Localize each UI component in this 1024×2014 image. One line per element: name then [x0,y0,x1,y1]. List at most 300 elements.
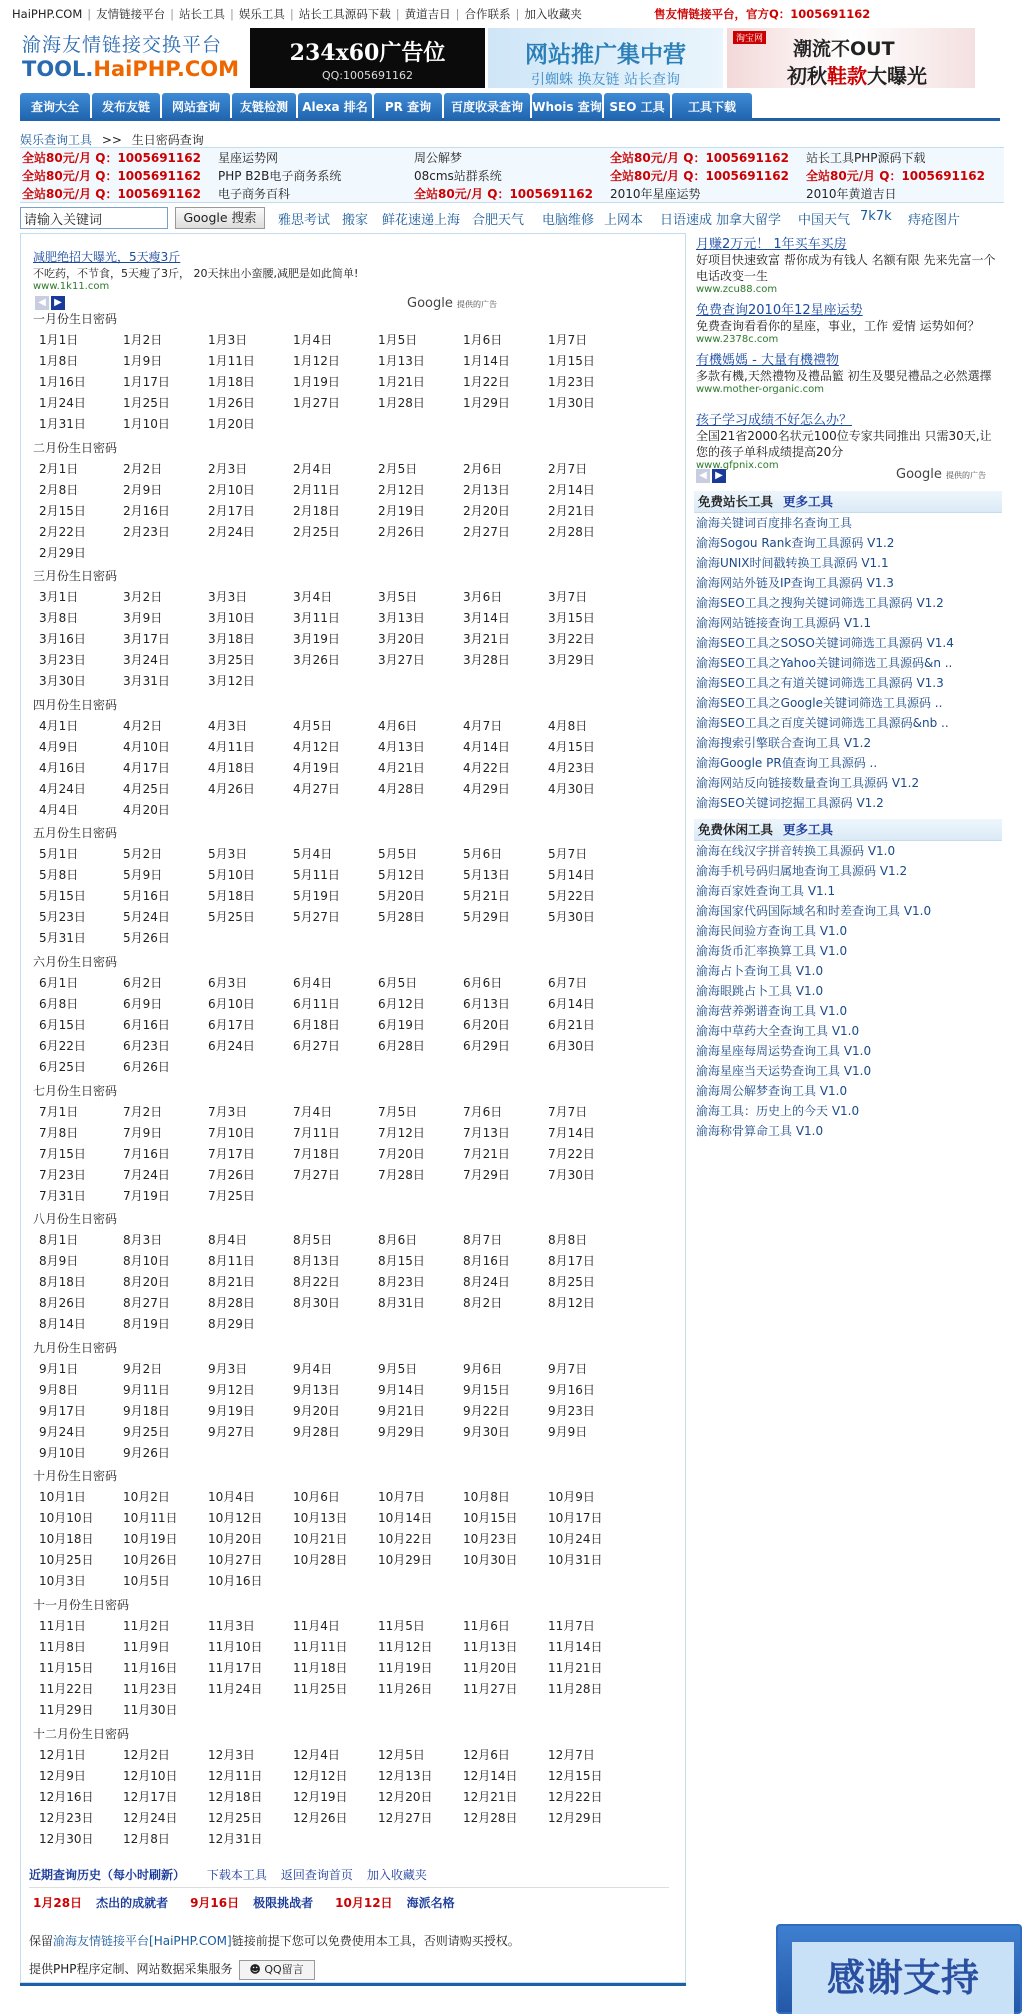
birthday-day-link[interactable]: 2月22日 [39,524,86,539]
birthday-day-link[interactable]: 11月18日 [293,1661,348,1675]
history-date[interactable]: 1月28日 [33,1896,83,1910]
birthday-day-link[interactable]: 6月28日 [378,1039,425,1053]
tool-link[interactable]: 渝海在线汉字拼音转换工具源码 V1.0 [696,844,896,858]
birthday-day-link[interactable]: 10月12日 [208,1511,263,1526]
birthday-day-link[interactable]: 3月22日 [548,632,595,647]
birthday-day-link[interactable]: 6月23日 [123,1039,170,1053]
birthday-day-link[interactable]: 12月8日 [123,1831,170,1846]
birthday-day-link[interactable]: 10月3日 [39,1574,86,1589]
birthday-day-link[interactable]: 3月10日 [208,611,255,626]
birthday-day-link[interactable]: 5月30日 [548,910,595,925]
tool-link[interactable]: 渝海SEO工具之SOSO关键词筛选工具源码 V1.4 [696,636,954,650]
birthday-day-link[interactable]: 1月18日 [208,375,255,389]
birthday-day-link[interactable]: 12月16日 [39,1789,94,1804]
birthday-day-link[interactable]: 1月17日 [123,375,170,389]
birthday-day-link[interactable]: 7月26日 [208,1167,255,1182]
birthday-day-link[interactable]: 5月25日 [208,910,255,925]
search-keyword-link[interactable]: 合肥天气 [472,213,525,228]
birthday-day-link[interactable]: 12月7日 [548,1747,595,1762]
tool-link[interactable]: 渝海SEO工具之Yahoo关键词筛选工具源码&n .. [696,656,953,670]
birthday-day-link[interactable]: 4月17日 [123,760,170,775]
birthday-day-link[interactable]: 12月3日 [208,1747,255,1762]
nav-tab[interactable]: 友链检测 [232,93,296,121]
birthday-day-link[interactable]: 1月27日 [293,396,340,410]
birthday-day-link[interactable]: 10月23日 [463,1532,518,1547]
birthday-day-link[interactable]: 2月7日 [548,461,588,476]
birthday-day-link[interactable]: 11月6日 [463,1619,510,1633]
birthday-day-link[interactable]: 9月18日 [123,1403,170,1418]
birthday-day-link[interactable]: 10月15日 [463,1511,518,1526]
birthday-day-link[interactable]: 6月10日 [208,997,255,1011]
birthday-day-link[interactable]: 4月10日 [123,739,170,754]
birthday-day-link[interactable]: 9月14日 [378,1382,425,1397]
birthday-day-link[interactable]: 12月23日 [39,1810,94,1825]
birthday-day-link[interactable]: 4月28日 [378,781,425,796]
prev-arrow-icon[interactable]: ◀ [35,296,49,310]
birthday-day-link[interactable]: 1月3日 [208,333,248,347]
birthday-day-link[interactable]: 3月29日 [548,653,595,668]
birthday-day-link[interactable]: 2月10日 [208,482,255,497]
birthday-day-link[interactable]: 8月24日 [463,1275,510,1290]
history-name[interactable]: 杰出的成就者 [96,1896,169,1910]
birthday-day-link[interactable]: 9月21日 [378,1403,425,1418]
birthday-day-link[interactable]: 10月30日 [463,1553,518,1568]
google-search-button[interactable]: Google 搜索 [175,207,265,229]
birthday-day-link[interactable]: 11月2日 [123,1619,170,1633]
nav-tab[interactable]: 工具下载 [672,93,752,121]
birthday-day-link[interactable]: 12月22日 [548,1789,603,1804]
birthday-day-link[interactable]: 2月23日 [123,524,170,539]
birthday-day-link[interactable]: 9月12日 [208,1382,255,1397]
birthday-day-link[interactable]: 7月18日 [293,1146,340,1161]
tool-link[interactable]: 渝海眼跳占卜工具 V1.0 [696,984,824,998]
birthday-day-link[interactable]: 7月6日 [463,1104,503,1119]
birthday-day-link[interactable]: 2月21日 [548,503,595,518]
birthday-day-link[interactable]: 3月6日 [463,590,503,605]
birthday-day-link[interactable]: 8月30日 [293,1296,340,1311]
birthday-day-link[interactable]: 1月9日 [123,354,163,368]
birthday-day-link[interactable]: 1月15日 [548,354,595,368]
nav-tab[interactable]: Whois 查询 [532,93,602,121]
birthday-day-link[interactable]: 7月11日 [293,1125,340,1140]
birthday-day-link[interactable]: 5月16日 [123,889,170,904]
birthday-day-link[interactable]: 7月22日 [548,1146,595,1161]
birthday-day-link[interactable]: 4月7日 [463,718,503,733]
birthday-day-link[interactable]: 5月15日 [39,889,86,904]
ad-slot-offer[interactable]: 全站80元/月 Q：1005691162 [414,187,593,201]
birthday-day-link[interactable]: 1月22日 [463,375,510,389]
birthday-day-link[interactable]: 3月15日 [548,611,595,626]
birthday-day-link[interactable]: 1月28日 [378,396,425,410]
birthday-day-link[interactable]: 12月6日 [463,1747,510,1762]
ad-slot-offer[interactable]: 全站80元/月 Q：1005691162 [22,151,201,165]
birthday-day-link[interactable]: 5月1日 [39,847,79,862]
birthday-day-link[interactable]: 10月13日 [293,1511,348,1526]
birthday-day-link[interactable]: 6月6日 [463,976,503,990]
birthday-day-link[interactable]: 4月24日 [39,781,86,796]
birthday-day-link[interactable]: 6月21日 [548,1018,595,1032]
birthday-day-link[interactable]: 10月7日 [378,1490,425,1505]
search-keyword-link[interactable]: 加拿大留学 [716,213,782,228]
birthday-day-link[interactable]: 4月14日 [463,739,510,754]
birthday-day-link[interactable]: 2月19日 [378,503,425,518]
history-name[interactable]: 极限挑战者 [253,1896,314,1910]
topbar-link[interactable]: 站长工具源码下载 [298,7,391,21]
birthday-day-link[interactable]: 5月31日 [39,931,86,946]
birthday-day-link[interactable]: 10月1日 [39,1490,86,1505]
birthday-day-link[interactable]: 5月3日 [208,847,248,862]
birthday-day-link[interactable]: 7月24日 [123,1167,170,1182]
birthday-day-link[interactable]: 6月4日 [293,976,333,990]
birthday-day-link[interactable]: 9月7日 [548,1361,588,1376]
birthday-day-link[interactable]: 5月18日 [208,889,255,904]
birthday-day-link[interactable]: 2月29日 [39,545,86,560]
birthday-day-link[interactable]: 6月9日 [123,997,163,1011]
birthday-day-link[interactable]: 8月18日 [39,1275,86,1290]
birthday-day-link[interactable]: 11月24日 [208,1682,263,1696]
birthday-day-link[interactable]: 11月14日 [548,1640,603,1654]
birthday-day-link[interactable]: 7月1日 [39,1104,79,1119]
nav-tab[interactable]: 网站查询 [162,93,230,121]
birthday-day-link[interactable]: 9月22日 [463,1403,510,1418]
topbar-link[interactable]: 友情链接平台 [96,7,166,21]
tool-link[interactable]: 渝海占卜查询工具 V1.0 [696,964,824,978]
birthday-day-link[interactable]: 11月28日 [548,1682,603,1696]
birthday-day-link[interactable]: 12月13日 [378,1768,433,1783]
birthday-day-link[interactable]: 8月21日 [208,1275,255,1290]
birthday-day-link[interactable]: 1月16日 [39,375,86,389]
birthday-day-link[interactable]: 11月8日 [39,1640,86,1654]
birthday-day-link[interactable]: 8月5日 [293,1233,333,1248]
birthday-day-link[interactable]: 2月6日 [463,461,503,476]
search-input[interactable] [20,207,168,229]
birthday-day-link[interactable]: 10月9日 [548,1490,595,1505]
birthday-day-link[interactable]: 5月13日 [463,868,510,883]
birthday-day-link[interactable]: 11月9日 [123,1640,170,1654]
birthday-day-link[interactable]: 8月14日 [39,1317,86,1332]
birthday-day-link[interactable]: 11月27日 [463,1682,518,1696]
side-next-arrow-icon[interactable]: ▶ [712,469,726,483]
birthday-day-link[interactable]: 12月24日 [123,1810,178,1825]
birthday-day-link[interactable]: 9月10日 [39,1445,86,1460]
birthday-day-link[interactable]: 2月16日 [123,503,170,518]
birthday-day-link[interactable]: 3月4日 [293,590,333,605]
birthday-day-link[interactable]: 3月14日 [463,611,510,626]
birthday-day-link[interactable]: 10月27日 [208,1553,263,1568]
birthday-day-link[interactable]: 7月19日 [123,1188,170,1203]
birthday-day-link[interactable]: 6月13日 [463,997,510,1011]
birthday-day-link[interactable]: 8月3日 [123,1233,163,1248]
birthday-day-link[interactable]: 3月3日 [208,590,248,605]
topbar-link[interactable]: 娱乐工具 [238,7,285,21]
birthday-day-link[interactable]: 2月28日 [548,524,595,539]
side-ad-title[interactable]: 有機媽媽 - 大量有機禮物 [696,353,839,368]
birthday-day-link[interactable]: 1月30日 [548,396,595,410]
tool-link[interactable]: 渝海工具：历史上的今天 V1.0 [696,1104,860,1118]
birthday-day-link[interactable]: 7月7日 [548,1104,588,1119]
birthday-day-link[interactable]: 12月17日 [123,1789,178,1804]
nav-tab[interactable]: SEO 工具 [604,93,670,121]
birthday-day-link[interactable]: 1月19日 [293,375,340,389]
birthday-day-link[interactable]: 4月19日 [293,760,340,775]
birthday-day-link[interactable]: 8月20日 [123,1275,170,1290]
history-action-link[interactable]: 返回查询首页 [280,1868,353,1882]
google-ad-url[interactable]: www.1k11.com [33,281,110,292]
birthday-day-link[interactable]: 3月11日 [293,611,340,626]
birthday-day-link[interactable]: 4月22日 [463,760,510,775]
birthday-day-link[interactable]: 12月18日 [208,1789,263,1804]
birthday-day-link[interactable]: 1月11日 [208,354,255,368]
birthday-day-link[interactable]: 2月5日 [378,461,418,476]
birthday-day-link[interactable]: 10月18日 [39,1532,94,1547]
tool-link[interactable]: 渝海SEO工具之搜狗关键词筛选工具源码 V1.2 [696,596,944,610]
birthday-day-link[interactable]: 4月5日 [293,718,333,733]
birthday-day-link[interactable]: 10月4日 [208,1490,255,1505]
birthday-day-link[interactable]: 5月27日 [293,910,340,925]
birthday-day-link[interactable]: 9月19日 [208,1403,255,1418]
birthday-day-link[interactable]: 4月21日 [378,760,425,775]
birthday-day-link[interactable]: 11月10日 [208,1640,263,1654]
birthday-day-link[interactable]: 10月11日 [123,1511,178,1526]
birthday-day-link[interactable]: 8月16日 [463,1254,510,1269]
birthday-day-link[interactable]: 7月17日 [208,1146,255,1161]
birthday-day-link[interactable]: 12月31日 [208,1831,263,1846]
tool-link[interactable]: 渝海国家代码国际域名和时差查询工具 V1.0 [696,904,932,918]
birthday-day-link[interactable]: 4月9日 [39,739,79,754]
birthday-day-link[interactable]: 9月13日 [293,1382,340,1397]
side-ad-title[interactable]: 免费查询2010年12星座运势 [696,303,863,318]
birthday-day-link[interactable]: 6月22日 [39,1039,86,1053]
birthday-day-link[interactable]: 3月5日 [378,590,418,605]
topbar-link[interactable]: HaiPHP.COM [12,7,83,21]
birthday-day-link[interactable]: 10月2日 [123,1490,170,1505]
nav-tab[interactable]: 发布友链 [92,93,160,121]
birthday-day-link[interactable]: 6月19日 [378,1018,425,1032]
qq-message-button[interactable] [239,1960,315,1980]
banner-ad-taobao[interactable] [727,28,975,88]
tool-link[interactable]: 渝海搜索引擎联合查询工具 V1.2 [696,736,872,750]
birthday-day-link[interactable]: 4月25日 [123,781,170,796]
history-action-link[interactable]: 下载本工具 [206,1868,267,1882]
birthday-day-link[interactable]: 1月2日 [123,333,163,347]
birthday-day-link[interactable]: 5月28日 [378,910,425,925]
birthday-day-link[interactable]: 7月4日 [293,1104,333,1119]
ad-slot-offer[interactable]: 全站80元/月 Q：1005691162 [22,169,201,183]
birthday-day-link[interactable]: 11月19日 [378,1661,433,1675]
tool-link[interactable]: 渝海营养粥谱查询工具 V1.0 [696,1004,848,1018]
birthday-day-link[interactable]: 9月28日 [293,1424,340,1439]
birthday-day-link[interactable]: 11月25日 [293,1682,348,1696]
search-keyword-link[interactable]: 7k7k [860,209,892,224]
birthday-day-link[interactable]: 11月20日 [463,1661,518,1675]
birthday-day-link[interactable]: 6月5日 [378,976,418,990]
birthday-day-link[interactable]: 7月3日 [208,1104,248,1119]
site-logo[interactable] [22,30,244,84]
tool-link[interactable]: 渝海Google PR值查询工具源码 .. [696,756,878,770]
birthday-day-link[interactable]: 3月21日 [463,632,510,647]
birthday-day-link[interactable]: 5月20日 [378,889,425,904]
birthday-day-link[interactable]: 10月21日 [293,1532,348,1547]
birthday-day-link[interactable]: 10月14日 [378,1511,433,1526]
birthday-day-link[interactable]: 9月11日 [123,1382,170,1397]
next-arrow-icon[interactable]: ▶ [51,296,65,310]
side-ad[interactable] [696,409,996,471]
tool-link[interactable]: 渝海货币汇率换算工具 V1.0 [696,944,848,958]
search-keyword-link[interactable]: 上网本 [604,213,644,228]
birthday-day-link[interactable]: 9月5日 [378,1361,418,1376]
birthday-day-link[interactable]: 2月1日 [39,461,79,476]
birthday-day-link[interactable]: 12月9日 [39,1768,86,1783]
nav-tab[interactable]: PR 查询 [374,93,442,121]
birthday-day-link[interactable]: 12月30日 [39,1831,94,1846]
ad-text-link[interactable]: 星座运势网 [218,151,279,165]
tool-link[interactable]: 渝海网站外链及IP查询工具源码 V1.3 [696,576,894,590]
birthday-day-link[interactable]: 9月4日 [293,1361,333,1376]
birthday-day-link[interactable]: 2月20日 [463,503,510,518]
birthday-day-link[interactable]: 4月1日 [39,718,79,733]
birthday-day-link[interactable]: 11月29日 [39,1703,94,1717]
search-keyword-link[interactable]: 电脑维修 [542,213,595,228]
birthday-day-link[interactable]: 3月19日 [293,632,340,647]
birthday-day-link[interactable]: 5月19日 [293,889,340,904]
birthday-day-link[interactable]: 9月29日 [378,1424,425,1439]
tool-link[interactable]: 渝海SEO工具之Google关键词筛选工具源码 .. [696,696,943,710]
birthday-day-link[interactable]: 5月12日 [378,868,425,883]
birthday-day-link[interactable]: 4月16日 [39,760,86,775]
side-ad[interactable] [696,233,996,295]
birthday-day-link[interactable]: 6月30日 [548,1039,595,1053]
birthday-day-link[interactable]: 1月26日 [208,396,255,410]
birthday-day-link[interactable]: 1月29日 [463,396,510,410]
birthday-day-link[interactable]: 9月24日 [39,1424,86,1439]
birthday-day-link[interactable]: 3月17日 [123,632,170,647]
birthday-day-link[interactable]: 4月8日 [548,718,588,733]
nav-tab[interactable]: 查询大全 [20,93,90,121]
search-keyword-link[interactable]: 日语速成 [660,213,713,228]
birthday-day-link[interactable]: 5月11日 [293,868,340,883]
birthday-day-link[interactable]: 12月21日 [463,1789,518,1804]
birthday-day-link[interactable]: 5月24日 [123,910,170,925]
birthday-day-link[interactable]: 9月23日 [548,1403,595,1418]
birthday-day-link[interactable]: 5月5日 [378,847,418,862]
birthday-day-link[interactable]: 1月5日 [378,333,418,347]
ad-text-link[interactable]: 2010年星座运势 [610,187,701,201]
birthday-day-link[interactable]: 12月14日 [463,1768,518,1783]
birthday-day-link[interactable]: 6月16日 [123,1018,170,1032]
birthday-day-link[interactable]: 1月31日 [39,417,86,431]
google-ad-title[interactable]: 减肥绝招大曝光，5天瘦3斤 [33,250,181,264]
side-ad[interactable] [696,349,996,395]
birthday-day-link[interactable]: 5月6日 [463,847,503,862]
birthday-day-link[interactable]: 3月31日 [123,674,170,689]
birthday-day-link[interactable]: 5月7日 [548,847,588,862]
birthday-day-link[interactable]: 9月25日 [123,1424,170,1439]
birthday-day-link[interactable]: 10月8日 [463,1490,510,1505]
birthday-day-link[interactable]: 10月10日 [39,1511,94,1526]
birthday-day-link[interactable]: 11月30日 [123,1703,178,1717]
birthday-day-link[interactable]: 9月9日 [548,1424,588,1439]
birthday-day-link[interactable]: 10月19日 [123,1532,178,1547]
birthday-day-link[interactable]: 7月14日 [548,1125,595,1140]
birthday-day-link[interactable]: 7月12日 [378,1125,425,1140]
history-action-link[interactable]: 加入收藏夹 [366,1868,427,1882]
birthday-day-link[interactable]: 1月12日 [293,354,340,368]
tool-link[interactable]: 渝海SEO关键词挖掘工具源码 V1.2 [696,796,884,810]
birthday-day-link[interactable]: 8月15日 [378,1254,425,1269]
birthday-day-link[interactable]: 11月26日 [378,1682,433,1696]
birthday-day-link[interactable]: 8月27日 [123,1296,170,1311]
thanks-support-badge[interactable] [776,1924,1022,2014]
birthday-day-link[interactable]: 8月19日 [123,1317,170,1332]
search-keyword-link[interactable]: 雅思考试 [278,213,331,228]
birthday-day-link[interactable]: 7月31日 [39,1188,86,1203]
birthday-day-link[interactable]: 7月13日 [463,1125,510,1140]
birthday-day-link[interactable]: 11月12日 [378,1640,433,1654]
birthday-day-link[interactable]: 2月9日 [123,482,163,497]
birthday-day-link[interactable]: 3月25日 [208,653,255,668]
birthday-day-link[interactable]: 6月25日 [39,1060,86,1074]
birthday-day-link[interactable]: 11月22日 [39,1682,94,1696]
birthday-day-link[interactable]: 4月18日 [208,760,255,775]
birthday-day-link[interactable]: 11月13日 [463,1640,518,1654]
history-date[interactable]: 10月12日 [335,1896,393,1910]
birthday-day-link[interactable]: 8月4日 [208,1233,248,1248]
ad-text-link[interactable]: 站长工具PHP源码下载 [806,151,926,165]
tool-link[interactable]: 渝海网站链接查询工具源码 V1.1 [696,616,872,630]
tool-link[interactable]: 渝海关键词百度排名查询工具 [696,516,853,530]
birthday-day-link[interactable]: 12月4日 [293,1747,340,1762]
side-ad-url[interactable]: www.mother-organic.com [696,384,825,395]
birthday-day-link[interactable]: 7月16日 [123,1146,170,1161]
birthday-day-link[interactable]: 3月2日 [123,590,163,605]
birthday-day-link[interactable]: 8月17日 [548,1254,595,1269]
tool-link[interactable]: 渝海星座每周运势查询工具 V1.0 [696,1044,872,1058]
birthday-day-link[interactable]: 12月15日 [548,1768,603,1783]
birthday-day-link[interactable]: 3月16日 [39,632,86,647]
banner-ad-slot[interactable] [250,28,485,88]
birthday-day-link[interactable]: 10月26日 [123,1553,178,1568]
birthday-day-link[interactable]: 8月7日 [463,1233,503,1248]
birthday-day-link[interactable]: 11月16日 [123,1661,178,1675]
birthday-day-link[interactable]: 6月2日 [123,976,163,990]
birthday-day-link[interactable]: 8月23日 [378,1275,425,1290]
birthday-day-link[interactable]: 6月26日 [123,1060,170,1074]
tool-link[interactable]: 渝海称骨算命工具 V1.0 [696,1124,824,1138]
birthday-day-link[interactable]: 2月26日 [378,524,425,539]
birthday-day-link[interactable]: 2月14日 [548,482,595,497]
birthday-day-link[interactable]: 3月18日 [208,632,255,647]
birthday-day-link[interactable]: 2月13日 [463,482,510,497]
birthday-day-link[interactable]: 3月1日 [39,590,79,605]
birthday-day-link[interactable]: 9月17日 [39,1403,86,1418]
birthday-day-link[interactable]: 5月26日 [123,931,170,946]
birthday-day-link[interactable]: 1月23日 [548,375,595,389]
birthday-day-link[interactable]: 1月1日 [39,333,79,347]
birthday-day-link[interactable]: 11月15日 [39,1661,94,1675]
birthday-day-link[interactable]: 7月28日 [378,1167,425,1182]
birthday-day-link[interactable]: 6月24日 [208,1039,255,1053]
birthday-day-link[interactable]: 11月17日 [208,1661,263,1675]
birthday-day-link[interactable]: 3月28日 [463,653,510,668]
birthday-day-link[interactable]: 11月4日 [293,1619,340,1633]
birthday-day-link[interactable]: 1月7日 [548,333,588,347]
birthday-day-link[interactable]: 6月14日 [548,997,595,1011]
birthday-day-link[interactable]: 1月20日 [208,417,255,431]
birthday-day-link[interactable]: 12月28日 [463,1810,518,1825]
birthday-day-link[interactable]: 1月13日 [378,354,425,368]
birthday-day-link[interactable]: 12月1日 [39,1747,86,1762]
birthday-day-link[interactable]: 5月9日 [123,868,163,883]
